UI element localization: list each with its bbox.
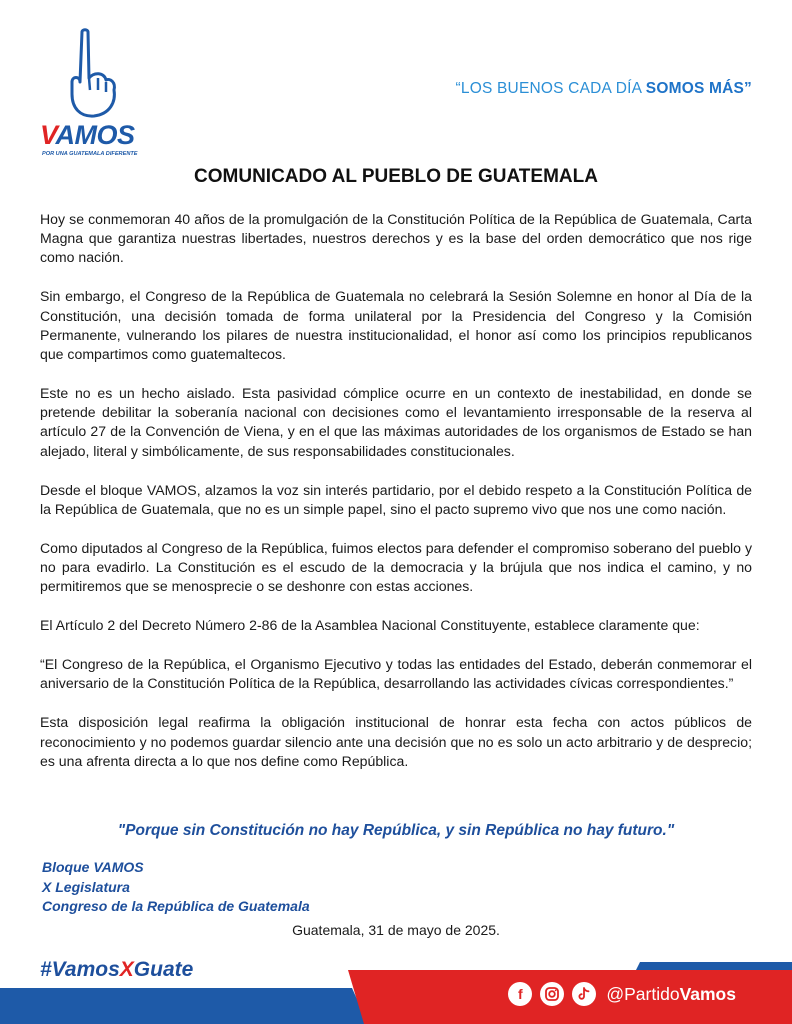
paragraph: El Artículo 2 del Decreto Número 2-86 de la Asamblea Nacional Constituyente, establece claramente que: bbox=[40, 617, 700, 634]
paragraph: Sin embargo, el Congreso de la República de Guatemala no celebrará la Sesión Solemne en honor al Día de la Constitución, una decisión tomada de forma unilateral por la Presidencia del Congreso y la Comisión Permanente, vulnerando los pilares de nuestra institucionalidad, el honor así como los principios republicanos que compartimos como guatemaltecos. bbox=[40, 288, 752, 363]
signature-line: X Legislatura bbox=[42, 878, 130, 895]
social-links bbox=[508, 982, 736, 1006]
signature-line: Bloque VAMOS bbox=[42, 859, 144, 875]
signature-line: Congreso de la República de Guatemala bbox=[42, 898, 310, 914]
paragraph: Desde el bloque VAMOS, alzamos la voz sin interés partidario, por el debido respeto a la Constitución Política de la República de Guatemala, que no es un simple papel, sino el pacto supremo vivo que nos une como nación. bbox=[40, 481, 752, 517]
quoted-article: “El Congreso de la República, el Organismo Ejecutivo y todas las entidades del Estado, deberán conmemorar el aniversario de la Constitución Política de la República, desarrollando las actividades cívicas correspondientes.” bbox=[40, 656, 752, 692]
paragraph: Hoy se conmemoran 40 años de la promulgación de la Constitución Política de la República de Guatemala, Carta Magna que garantiza nuestras libertades, nuestros derechos y es la base del orden democrático que nos rige como nación. bbox=[40, 211, 752, 266]
tiktok-icon[interactable] bbox=[572, 982, 596, 1006]
closing-quote: "Porque sin Constitución no hay República, y sin República no hay futuro." bbox=[117, 822, 675, 839]
social-handle[interactable]: @PartidoVamos bbox=[606, 983, 736, 1004]
paragraph: Este no es un hecho aislado. Esta pasividad cómplice ocurre en un contexto de inestabilidad, en donde se pretende debilitar la soberanía nacional con decisiones como el levantamiento irresponsable de la reserva al artículo 27 de la Convención de Viena, y en el que las máximas autoridades de los organismos de Estado se han alejado, literal y simbólicamente, de sus responsabilidades constitucionales. bbox=[40, 385, 752, 459]
instagram-icon[interactable] bbox=[540, 982, 564, 1006]
page-title: COMUNICADO AL PUEBLO DE GUATEMALA bbox=[194, 166, 598, 187]
paragraph: Como diputados al Congreso de la República, fuimos electos para defender el compromiso soberano del pueblo y no para evadirlo. La Constitución es el escudo de la democracia y la brújula que nos indica el camino, y no permitiremos que se menosprecie o se deshonre con estas acciones. bbox=[40, 539, 752, 595]
facebook-icon[interactable]: f bbox=[508, 982, 532, 1006]
vamos-logo bbox=[36, 28, 160, 158]
footer-hashtag: #VamosXGuate bbox=[40, 958, 194, 981]
paragraph: Esta disposición legal reafirma la obligación institucional de honrar esta fecha con actos públicos de reconocimiento y no podemos guardar silencio ante una decisión que no es solo un acto arbitrario y de desprecio; es una afrenta directa a lo que nos define como República. bbox=[40, 714, 752, 769]
document-date: Guatemala, 31 de mayo de 2025. bbox=[292, 922, 500, 938]
raised-finger-hand-icon bbox=[60, 28, 120, 120]
header-slogan: “LOS BUENOS CADA DÍA SOMOS MÁS” bbox=[455, 80, 752, 97]
signature-block bbox=[42, 858, 310, 917]
logo-tagline: POR UNA GUATEMALA DIFERENTE bbox=[42, 151, 138, 157]
logo-wordmark: VAMOS bbox=[40, 120, 135, 150]
communique-body bbox=[40, 210, 752, 791]
